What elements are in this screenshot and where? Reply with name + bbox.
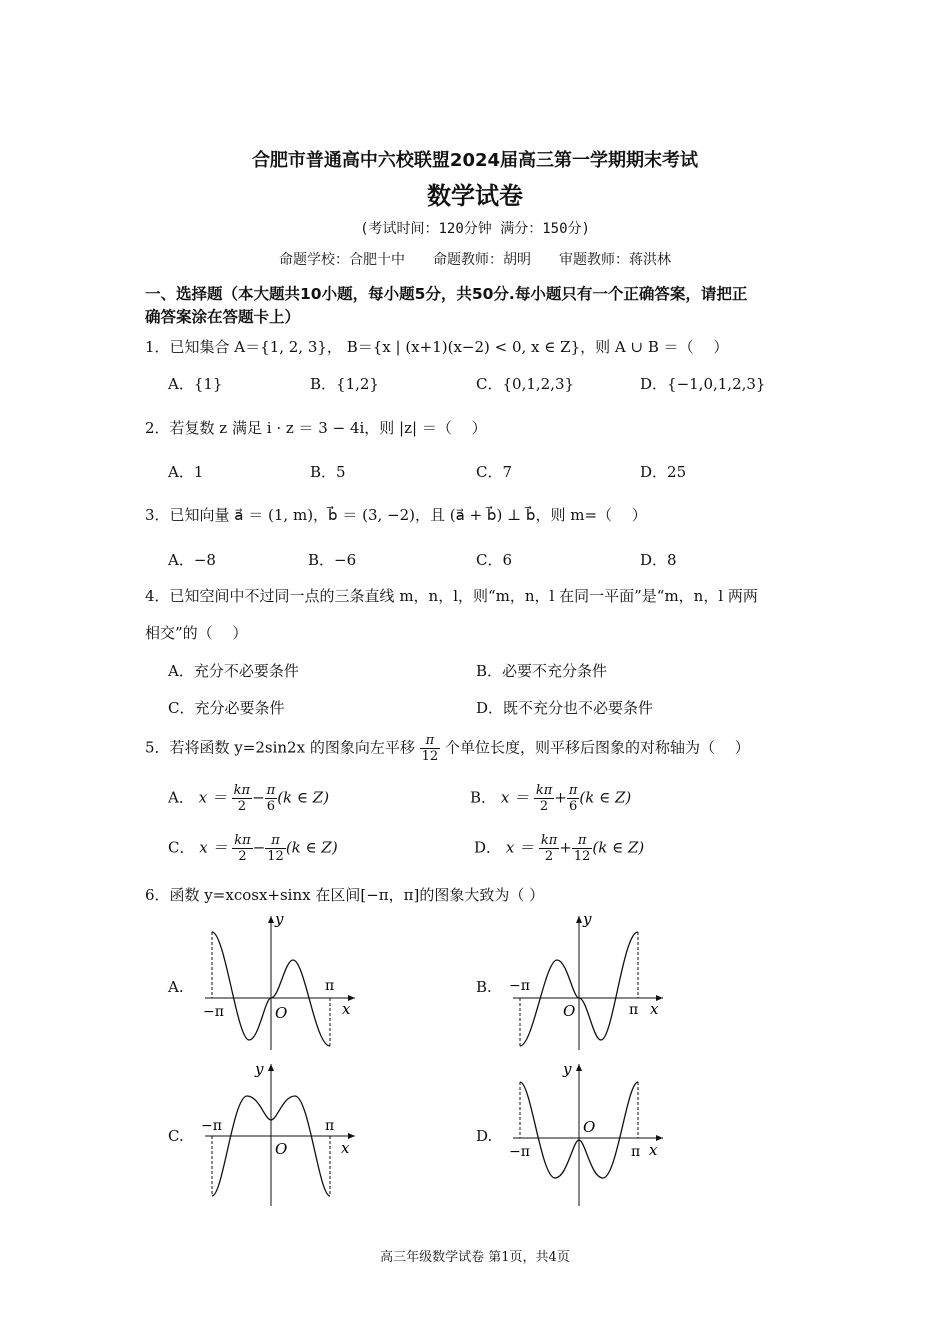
x-label: x — [650, 1000, 659, 1018]
section-heading-cont: 确答案涂在答题卡上） — [145, 308, 301, 326]
question-5-stem — [145, 733, 750, 764]
pos-pi-label: π — [631, 1144, 641, 1160]
q2-option-b: B．5 — [310, 463, 346, 481]
q5-fraction: $\frac{\pi}{12}$ — [421, 733, 439, 764]
y-label: y — [583, 910, 592, 928]
question-2-stem: 2．若复数 z 满足 i · z ＝ 3 − 4i，则 |z| ＝（ ） — [145, 419, 487, 437]
origin-label: O — [583, 1118, 596, 1136]
q2-option-a: A．1 — [168, 463, 204, 481]
y-label: y — [275, 910, 284, 928]
q5-option-d: D． x ＝ $\frac{k\pi}{2}$ + $\frac{\pi}{12}$ (k ∈ Z) — [474, 833, 645, 864]
q4-option-b: B．必要不充分条件 — [476, 662, 608, 680]
exam-time-info: (考试时间：120分钟 满分：150分) — [360, 221, 590, 237]
y-axis-arrow — [268, 916, 274, 923]
y-axis-arrow — [268, 1064, 274, 1071]
q1-option-b: B．{1,2} — [310, 375, 379, 393]
pos-pi-label: π — [325, 1118, 335, 1134]
q5-option-b: B． x ＝ $\frac{k\pi}{2}$ + $\frac{\pi}{6}$ (k ∈ Z) — [470, 783, 632, 814]
y-axis-arrow — [576, 916, 582, 923]
question-3-stem: 3．已知向量 a⃗ ＝ (1, m)，b⃗ ＝ (3, −2)，且 (a⃗ + b⃗) ⊥ b⃗，则 m=（ ） — [145, 506, 647, 524]
pos-pi-label: π — [629, 1002, 639, 1018]
neg-pi-label: −π — [203, 1004, 224, 1020]
q2-option-d: D．25 — [640, 463, 687, 481]
neg-pi-label: −π — [509, 978, 530, 994]
q5-stem-post: 个单位长度，则平移后图象的对称轴为（ ） — [444, 738, 750, 757]
q3-option-d: D．8 — [640, 551, 677, 569]
q5-stem-pre: 5．若将函数 y=2sin2x 的图象向左平移 — [145, 738, 415, 757]
origin-label: O — [563, 1002, 576, 1020]
q6-option-b-label: B. — [476, 978, 492, 996]
q5-option-a: A． x ＝ $\frac{k\pi}{2}$ − $\frac{\pi}{6}$ (k ∈ Z) — [168, 783, 330, 814]
q6-option-a-label: A. — [168, 978, 184, 996]
q3-option-a: A．−8 — [168, 551, 216, 569]
page-footer: 高三年级数学试卷 第1页，共4页 — [380, 1250, 570, 1265]
y-label: y — [563, 1060, 572, 1078]
q3-option-b: B．−6 — [308, 551, 357, 569]
q6-option-c-label: C. — [168, 1127, 184, 1145]
exam-subject: 数学试卷 — [427, 182, 523, 210]
q5-option-c: C． x ＝ $\frac{k\pi}{2}$ − $\frac{\pi}{12}$ (k ∈ Z) — [168, 833, 338, 864]
question-6-stem: 6．函数 y=xcosx+sinx 在区间[−π，π]的图象大致为（ ） — [145, 886, 545, 904]
q4-option-c: C．充分必要条件 — [168, 699, 285, 717]
q2-option-c: C．7 — [476, 463, 513, 481]
q4-option-d: D．既不充分也不必要条件 — [476, 699, 654, 717]
q6-option-d-label: D. — [476, 1127, 493, 1145]
origin-label: O — [275, 1004, 288, 1022]
q6-graph-a — [195, 910, 365, 1055]
y-label: y — [255, 1060, 264, 1078]
q1-option-c: C．{0,1,2,3} — [476, 375, 575, 393]
question-1-stem: 1．已知集合 A＝{1, 2, 3}， B＝{x | (x+1)(x−2) < 0, x ∈ Z}，则 A ∪ B ＝（ ） — [145, 338, 729, 356]
q6-graph-b — [503, 910, 673, 1055]
x-label: x — [342, 1000, 351, 1018]
question-4-stem: 4．已知空间中不过同一点的三条直线 m，n，l，则“m，n，l 在同一平面”是“m，n，l 两两 — [145, 587, 758, 605]
section-heading: 一、选择题（本大题共10小题，每小题5分，共50分.每小题只有一个正确答案，请把正 — [145, 285, 748, 303]
origin-label: O — [275, 1140, 288, 1158]
x-label: x — [341, 1139, 350, 1157]
q1-option-d: D．{−1,0,1,2,3} — [640, 375, 766, 393]
question-4-stem-cont: 相交”的（ ） — [145, 624, 248, 642]
q3-option-c: C．6 — [476, 551, 513, 569]
neg-pi-label: −π — [509, 1144, 530, 1160]
exam-title: 合肥市普通高中六校联盟2024届高三第一学期期末考试 — [251, 150, 699, 171]
q1-option-a: A．{1} — [168, 375, 223, 393]
neg-pi-label: −π — [201, 1118, 222, 1134]
q6-graph-c — [195, 1060, 365, 1210]
q6-graph-d — [503, 1060, 673, 1210]
x-label: x — [649, 1141, 658, 1159]
q4-option-a: A．充分不必要条件 — [168, 662, 299, 680]
y-axis-arrow — [576, 1064, 582, 1071]
pos-pi-label: π — [325, 978, 335, 994]
exam-setters: 命题学校：合肥十中 命题教师：胡明 审题教师：蒋洪林 — [279, 252, 671, 268]
